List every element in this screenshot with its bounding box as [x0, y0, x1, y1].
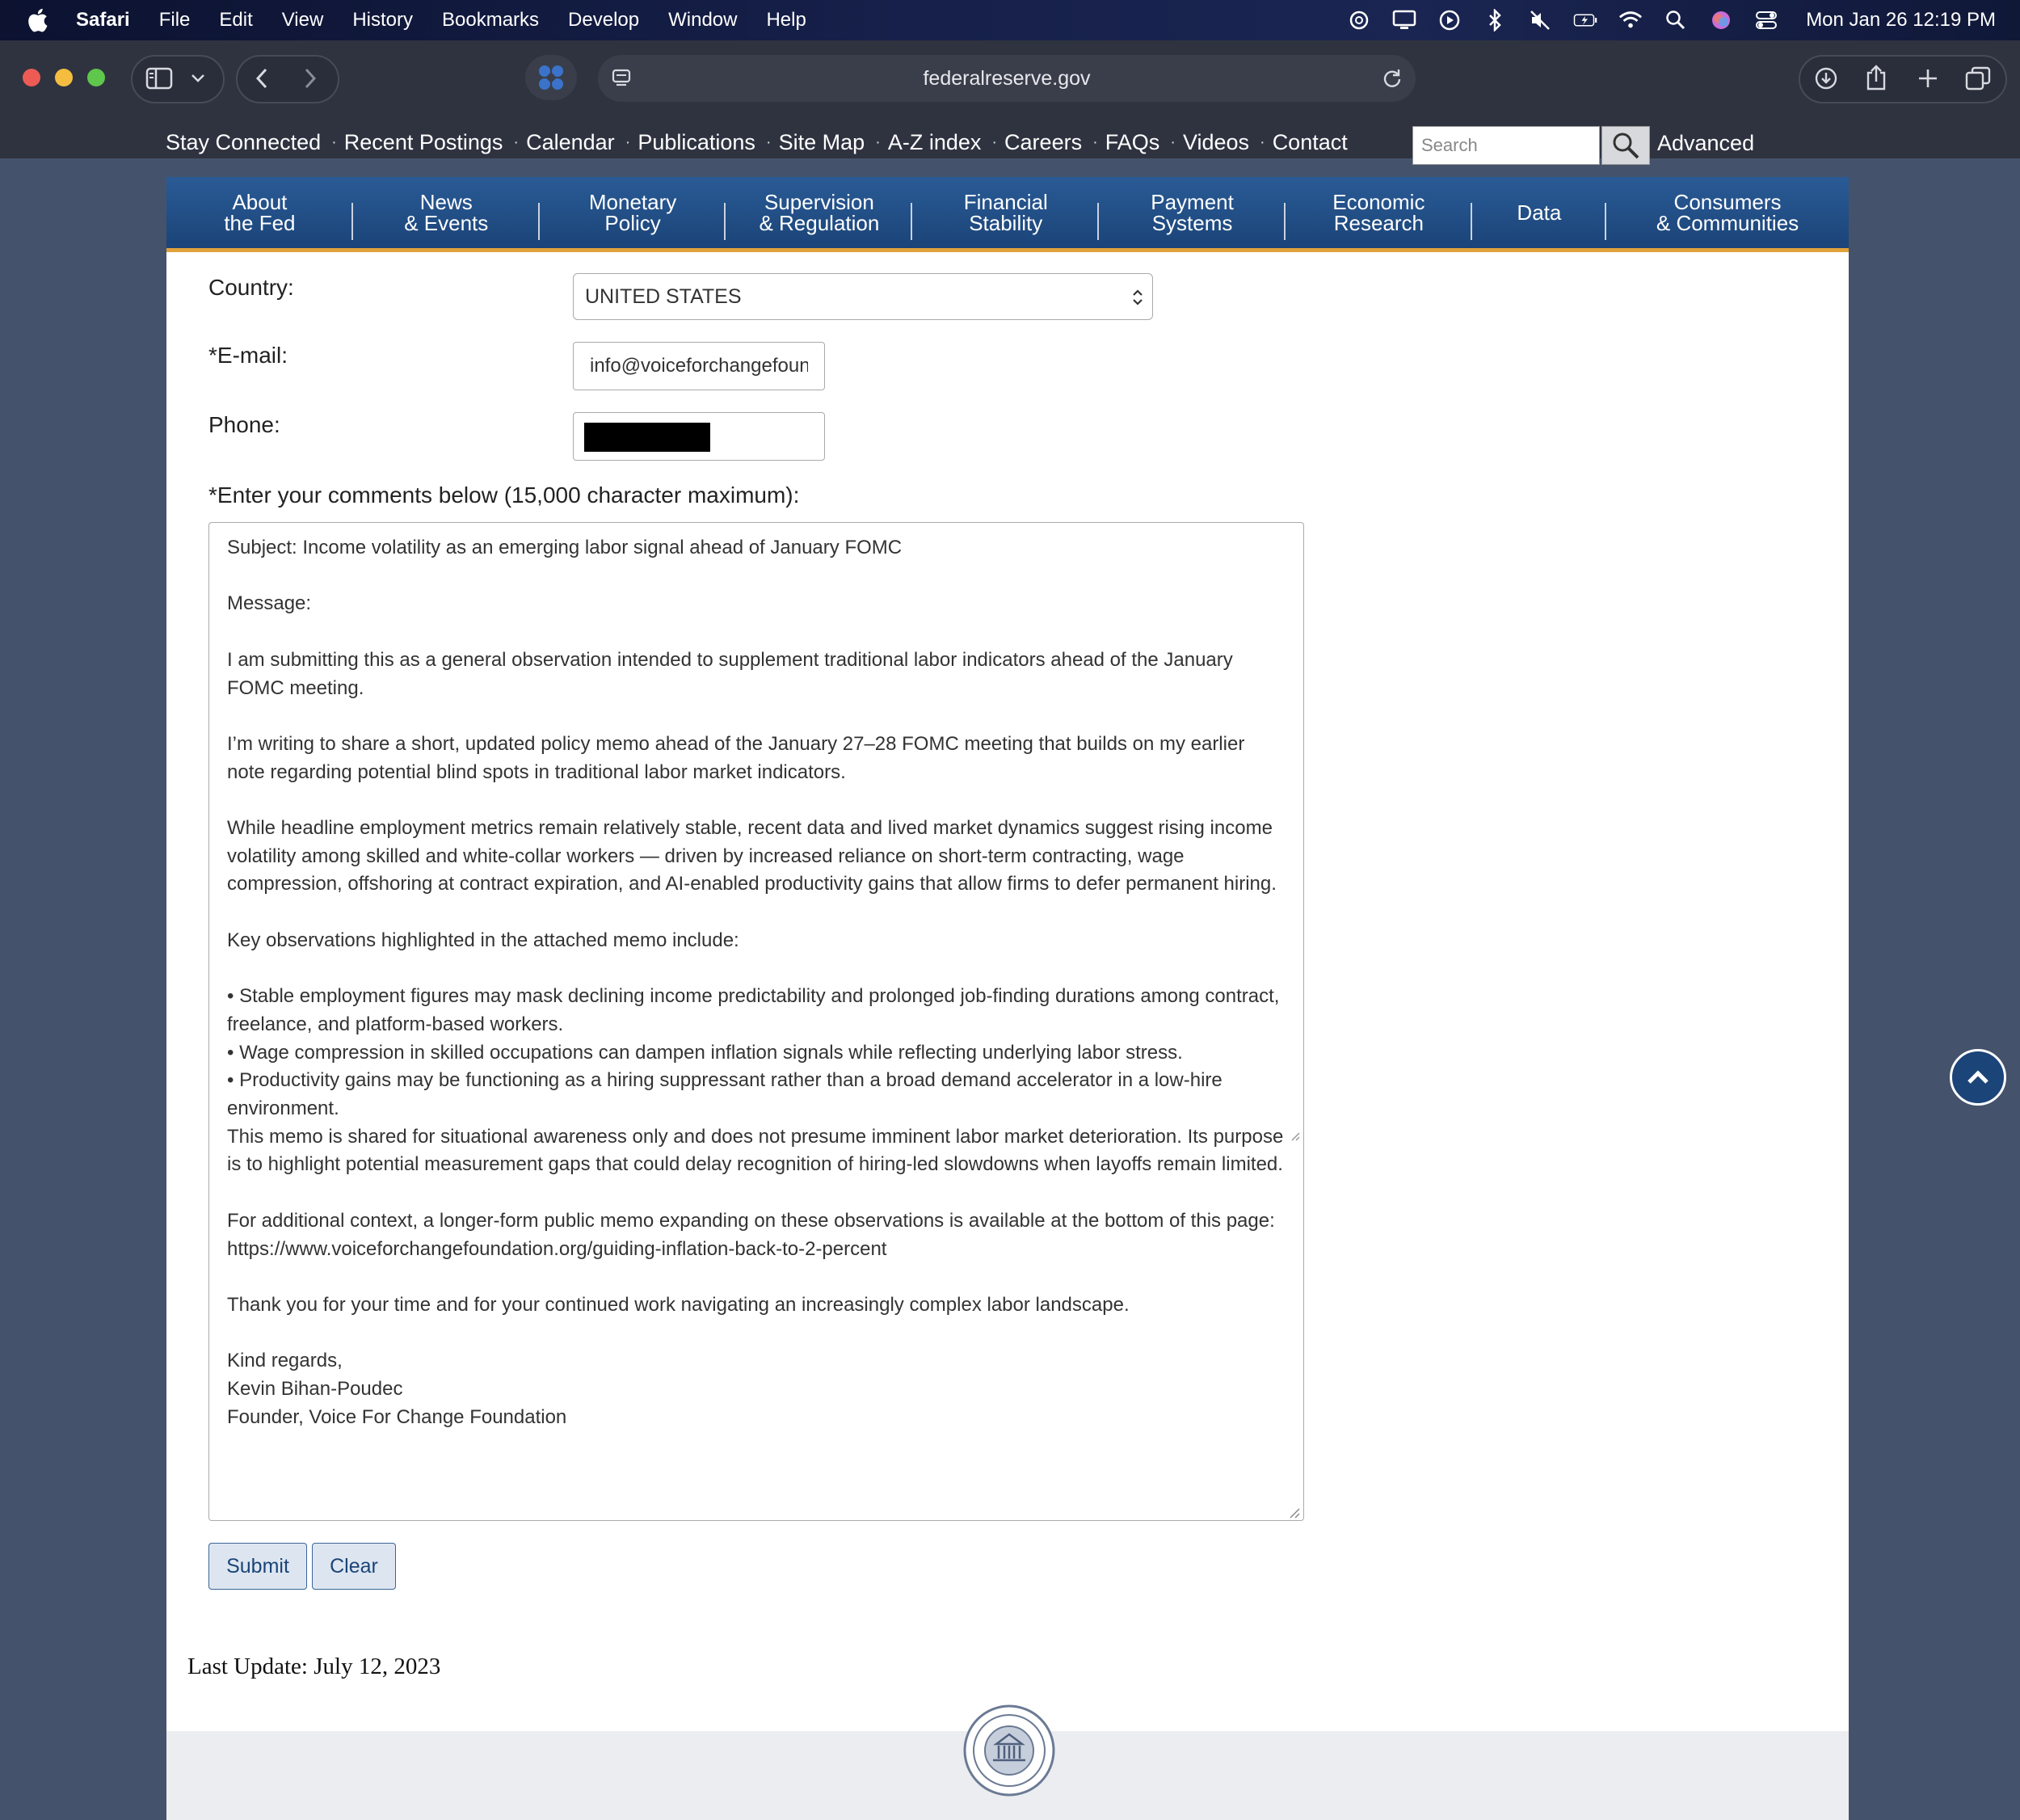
nav-label-line2: Research [1333, 211, 1425, 235]
menu-develop[interactable]: Develop [568, 9, 640, 31]
comment-line: Kind regards, [227, 1350, 343, 1372]
comments-text [227, 534, 1289, 1432]
resize-grip-icon[interactable] [1289, 1507, 1300, 1519]
email-field[interactable] [573, 342, 825, 390]
country-select[interactable] [573, 273, 1153, 320]
openai-icon[interactable] [1347, 8, 1371, 32]
federal-reserve-seal-icon [962, 1704, 1056, 1797]
select-arrows-icon [1131, 288, 1144, 307]
clear-button[interactable]: Clear [312, 1543, 396, 1590]
comment-line [227, 618, 1286, 647]
nav-consumers-communities[interactable] [1606, 177, 1849, 248]
control-center-icon[interactable] [1754, 8, 1778, 32]
util-link-az-index[interactable]: A-Z index [887, 129, 982, 154]
util-link-calendar[interactable]: Calendar [526, 129, 615, 154]
nav-separator: · [991, 133, 998, 151]
comment-line: I am submitting this as a general observation intended to supplement traditional labor indicators ahead of the January FOMC meeting. [227, 648, 1239, 699]
comment-line: • Wage compression in skilled occupations can dampen inflation signals while reflecting underlying labor stress. [227, 1041, 1183, 1064]
nav-data[interactable] [1472, 177, 1606, 248]
comments-label: *Enter your comments below (15,000 character maximum): [208, 482, 800, 508]
nav-label-line2: the Fed [224, 211, 296, 235]
main-nav [166, 177, 1849, 252]
comment-line [227, 1263, 1286, 1291]
nav-label-line1: Economic [1332, 190, 1425, 214]
nav-separator: · [625, 133, 631, 151]
nav-label-line1: Financial [963, 190, 1048, 214]
page-content [166, 252, 1849, 1733]
nav-label-line2: Stability [969, 211, 1043, 235]
menu-bar-clock[interactable]: Mon Jan 26 12:19 PM [1806, 9, 1996, 31]
phone-label: Phone: [208, 412, 280, 437]
comment-line: I’m writing to share a short, updated policy memo ahead of the January 27–28 FOMC meeting that builds on my earlier note regarding potential blind spots in traditional labor market indicators. [227, 732, 1250, 783]
menu-window[interactable]: Window [668, 9, 738, 31]
magnifier-icon [1611, 131, 1640, 160]
chevron-up-icon [1966, 1068, 1990, 1086]
nav-label-line2: & Communities [1656, 211, 1799, 235]
menu-edit[interactable]: Edit [219, 9, 253, 31]
comment-line: Thank you for your time and for your continued work navigating an increasingly complex labor landscape. [227, 1293, 1130, 1316]
comment-line: For additional context, a longer-form public memo expanding on these observations is available at the bottom of this page: [227, 1209, 1275, 1232]
nav-label-line1: Consumers [1673, 190, 1782, 214]
close-window-button[interactable] [23, 69, 40, 86]
last-update-text: Last Update: July 12, 2023 [187, 1654, 441, 1679]
nav-separator: · [765, 133, 772, 151]
resize-grip-icon[interactable] [1290, 1131, 1300, 1141]
nav-label-line1: Supervision [764, 190, 874, 214]
menu-app-name[interactable]: Safari [76, 9, 130, 31]
nav-label-line1: Payment [1151, 190, 1234, 214]
advanced-search-link[interactable]: Advanced [1657, 131, 1755, 155]
downloads-icon[interactable] [1812, 65, 1841, 92]
nav-economic-research[interactable] [1286, 177, 1472, 248]
apple-logo-icon[interactable] [26, 7, 48, 33]
menu-help[interactable]: Help [766, 9, 806, 31]
utility-nav [166, 128, 1348, 157]
forward-arrow-icon[interactable] [297, 65, 323, 92]
nav-news-events[interactable] [353, 177, 540, 248]
nav-label-line2: & Regulation [759, 211, 880, 235]
util-link-faqs[interactable]: FAQs [1105, 129, 1160, 154]
comment-line: Founder, Voice For Change Foundation [227, 1405, 567, 1428]
comment-line [227, 1320, 1286, 1348]
comment-line: • Stable employment figures may mask declining income predictability and prolonged job-finding durations among contract, freelance, and platform-based workers. [227, 985, 1286, 1035]
scroll-to-top-button[interactable] [1950, 1049, 2006, 1106]
url-text[interactable]: federalreserve.gov [923, 67, 1091, 90]
menu-file[interactable]: File [158, 9, 191, 31]
reload-icon[interactable] [1378, 65, 1406, 92]
back-arrow-icon[interactable] [249, 65, 275, 92]
submit-button[interactable]: Submit [208, 1543, 307, 1590]
nav-label-line2: Systems [1151, 211, 1233, 235]
siri-icon[interactable] [1709, 8, 1733, 32]
util-link-contact[interactable]: Contact [1272, 129, 1348, 154]
comment-line: https://www.voiceforchangefoundation.org/guiding-inflation-back-to-2-percent [227, 1237, 887, 1260]
wifi-icon[interactable] [1618, 8, 1643, 32]
comment-line: While headline employment metrics remain relatively stable, recent data and lived market dynamics suggest rising income volatility among skilled and white-collar workers — driven by increased reliance on short-term contracting, wage compression, offshoring at contract expiration, and AI-enabled productivity gains that allow firms to defer permanent hiring. [227, 817, 1278, 895]
bluetooth-icon[interactable] [1483, 8, 1507, 32]
chevron-down-icon[interactable] [187, 68, 208, 89]
comment-line [227, 786, 1286, 815]
comment-line: • Productivity gains may be functioning as a hiring suppressant rather than a broad demand accelerator in a low-hire environment. [227, 1069, 1228, 1120]
nav-supervision-regulation[interactable] [726, 177, 912, 248]
address-bar[interactable] [598, 55, 1416, 102]
comment-line [227, 955, 1286, 984]
muted-speaker-icon[interactable] [1528, 8, 1552, 32]
comment-line: This memo is shared for situational awareness only and does not presume imminent labor market deterioration. Its purpose is to highlight potential measurement gaps that could delay recognition of hiring-led slowdowns when layoffs remain limited. [227, 1125, 1289, 1176]
site-search-button[interactable] [1601, 126, 1650, 165]
util-link-recent-postings[interactable]: Recent Postings [343, 129, 503, 154]
nav-about-the-fed[interactable] [166, 177, 353, 248]
extension-icon[interactable] [525, 55, 577, 100]
nav-label-line1: Data [1517, 200, 1562, 225]
site-search-input[interactable] [1412, 126, 1600, 165]
display-icon[interactable] [1392, 8, 1416, 32]
menu-view[interactable]: View [281, 9, 324, 31]
nav-separator: · [1170, 133, 1176, 151]
menu-history[interactable]: History [352, 9, 413, 31]
util-link-stay-connected[interactable]: Stay Connected [166, 129, 322, 154]
util-link-publications[interactable]: Publications [638, 129, 755, 154]
nav-label-line1: About [232, 190, 288, 214]
nav-separator: · [513, 133, 520, 151]
comments-textarea[interactable] [208, 522, 1304, 1521]
battery-icon[interactable] [1573, 8, 1597, 32]
country-selected-value: UNITED STATES [585, 284, 742, 308]
comment-line [227, 562, 1286, 591]
tab-overview-icon[interactable] [1963, 65, 1993, 92]
sidebar-icon[interactable] [142, 65, 176, 92]
nav-separator: · [1092, 133, 1098, 151]
comment-line [227, 702, 1286, 731]
new-tab-plus-icon[interactable] [1913, 65, 1942, 92]
spotlight-search-icon[interactable] [1664, 8, 1688, 32]
util-link-videos[interactable]: Videos [1182, 129, 1250, 154]
comment-line [227, 899, 1286, 927]
util-link-site-map[interactable]: Site Map [778, 129, 865, 154]
util-link-careers[interactable]: Careers [1004, 129, 1083, 154]
nav-label-line2: Policy [604, 211, 661, 235]
share-icon[interactable] [1862, 63, 1891, 92]
email-label: *E-mail: [208, 343, 288, 368]
nav-separator: · [1260, 133, 1265, 151]
comment-line: Message: [227, 592, 312, 615]
nav-separator: · [875, 133, 881, 151]
nav-payment-systems[interactable] [1099, 177, 1286, 248]
play-circle-icon[interactable] [1437, 8, 1462, 32]
nav-financial-stability[interactable] [912, 177, 1099, 248]
comment-line: Subject: Income volatility as an emerging labor signal ahead of January FOMC [227, 537, 903, 558]
macos-menu-bar [0, 0, 2020, 40]
comment-line: Kevin Bihan-Poudec [227, 1378, 403, 1401]
minimize-window-button[interactable] [55, 69, 73, 86]
zoom-window-button[interactable] [87, 69, 105, 86]
phone-redaction-block [584, 423, 710, 452]
comment-line: Key observations highlighted in the attached memo include: [227, 929, 739, 951]
nav-label-line2: & Events [404, 211, 489, 235]
comment-line [227, 1179, 1286, 1207]
nav-label-line1: Monetary [588, 190, 677, 214]
nav-label-line1: News [419, 190, 473, 214]
nav-separator: · [331, 133, 337, 151]
country-label: Country: [208, 275, 294, 300]
menu-bookmarks[interactable]: Bookmarks [442, 9, 540, 31]
nav-monetary-policy[interactable] [540, 177, 726, 248]
